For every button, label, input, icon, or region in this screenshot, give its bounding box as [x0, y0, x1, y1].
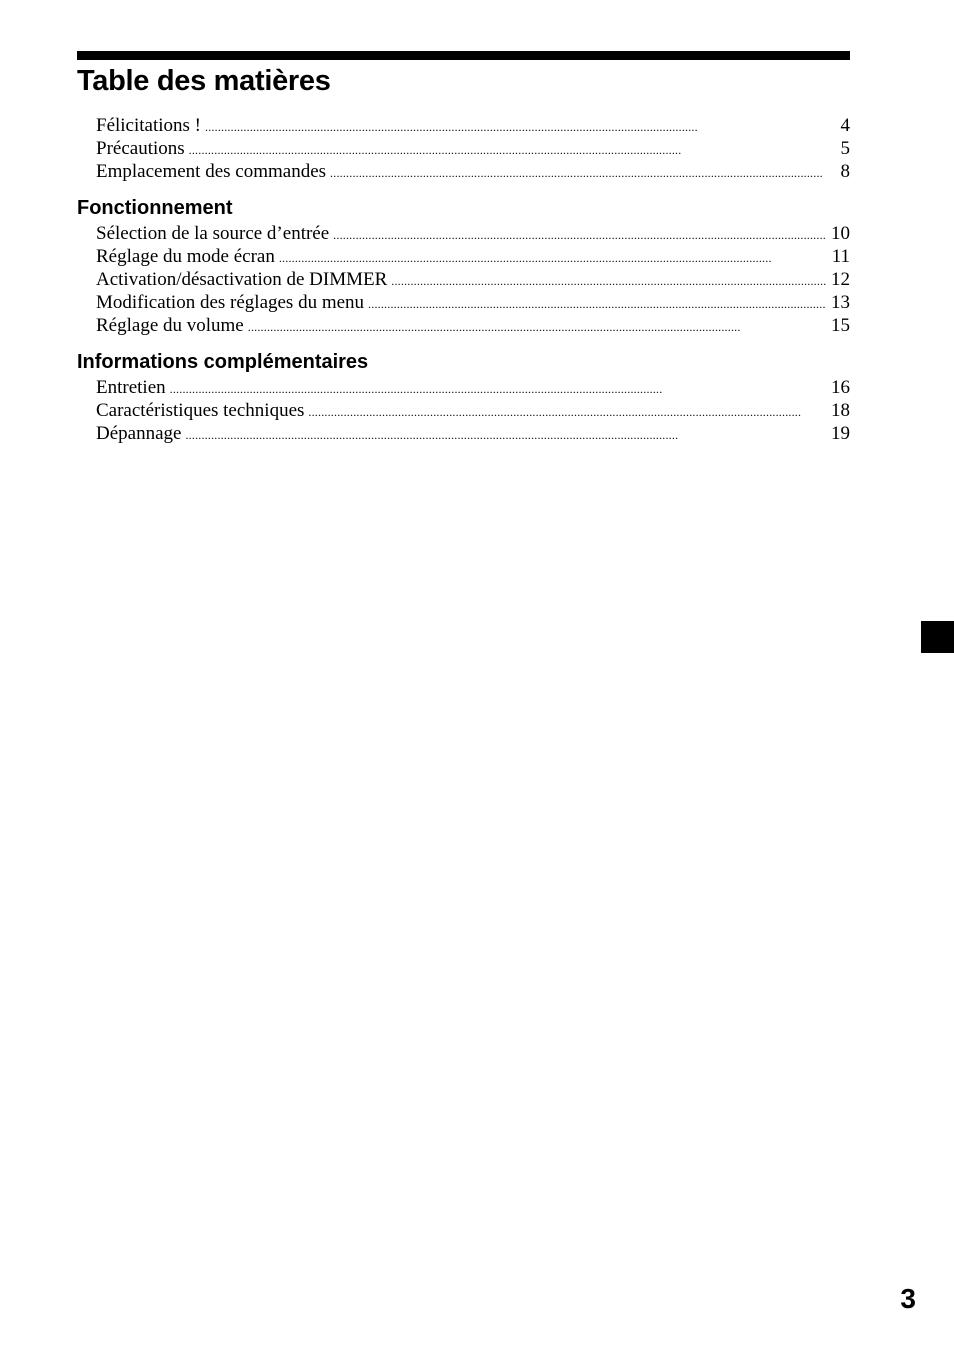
toc-dot-leader [330, 162, 835, 185]
toc-section-intro [77, 114, 850, 183]
toc-section-additional [77, 350, 850, 445]
page-title: Table des matières [77, 65, 331, 97]
toc-entry-label: Dépannage [96, 423, 182, 444]
toc-entry-label: Sélection de la source d’entrée [96, 223, 330, 244]
toc-entry-page: 18 [831, 400, 850, 421]
toc-entry[interactable] [96, 160, 850, 183]
toc-dot-leader [279, 247, 827, 270]
toc-entry-label: Caractéristiques techniques [96, 400, 305, 421]
toc-dot-leader [391, 270, 826, 293]
toc-dot-leader [185, 424, 826, 447]
toc-dot-leader [205, 116, 835, 139]
toc-dot-leader [333, 224, 826, 247]
toc-entry-label: Félicitations ! [96, 115, 202, 136]
toc-dot-leader [170, 378, 826, 401]
toc-entry[interactable] [96, 376, 850, 399]
toc-entry-page: 15 [831, 315, 850, 336]
section-heading: Informations complémentaires [77, 351, 369, 373]
toc-entry[interactable] [96, 245, 850, 268]
toc-entry[interactable] [96, 114, 850, 137]
toc-dot-leader [189, 139, 836, 162]
toc-entry[interactable] [96, 399, 850, 422]
toc-entry[interactable] [96, 291, 850, 314]
toc-entry-page: 16 [831, 377, 850, 398]
toc-entry-label: Réglage du volume [96, 315, 244, 336]
toc-dot-leader [308, 401, 826, 424]
toc-entry-label: Activation/désactivation de DIMMER [96, 269, 388, 290]
toc-list-additional [77, 376, 850, 445]
toc-entry[interactable] [96, 268, 850, 291]
toc-entry-page: 11 [831, 246, 850, 267]
language-thumb-tab [921, 621, 954, 653]
toc-entry-label: Modification des réglages du menu [96, 292, 365, 313]
toc-section-operation [77, 196, 850, 337]
toc-entry[interactable] [96, 314, 850, 337]
toc-list-operation [77, 222, 850, 337]
section-heading: Fonctionnement [77, 197, 233, 219]
toc-entry-page: 12 [831, 269, 850, 290]
toc-entry-page: 4 [840, 115, 850, 136]
title-rule [77, 51, 850, 60]
toc-dot-leader [368, 293, 826, 316]
toc-entry-page: 8 [840, 161, 850, 182]
toc-entry[interactable] [96, 422, 850, 445]
toc-dot-leader [248, 316, 826, 339]
toc-entry[interactable] [96, 137, 850, 160]
toc-list-intro [77, 114, 850, 183]
toc-entry-page: 10 [831, 223, 850, 244]
toc-entry-label: Précautions [96, 138, 185, 159]
toc-entry-page: 13 [831, 292, 850, 313]
page-number: 3 [900, 1283, 916, 1314]
toc-entry-page: 5 [840, 138, 850, 159]
toc-entry-label: Emplacement des commandes [96, 161, 327, 182]
toc-entry-label: Entretien [96, 377, 166, 398]
toc-entry[interactable] [96, 222, 850, 245]
toc-entry-page: 19 [831, 423, 850, 444]
toc-entry-label: Réglage du mode écran [96, 246, 275, 267]
